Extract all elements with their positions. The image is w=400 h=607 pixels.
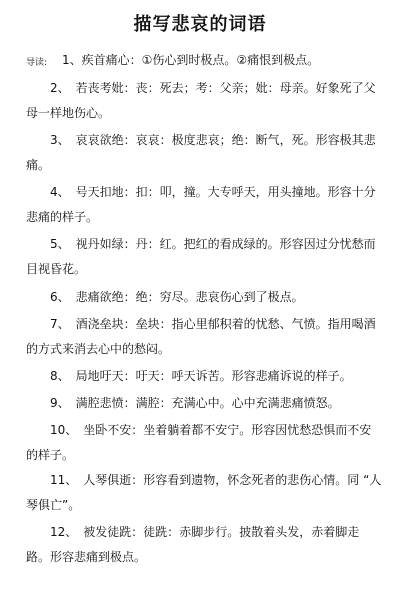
entry-number: 2、: [50, 81, 70, 95]
entry-text: 酒浇垒块：垒块：指心里郁积着的忧愁、气愤。指用喝酒的方式来消去心中的愁闷。: [26, 317, 376, 356]
entry-text: 坐卧不安：坐着躺着都不安宁。形容因忧愁恐惧而不安的样子。: [26, 423, 372, 462]
entry-4: [26, 180, 382, 230]
entry-text: 局地吁天：吁天：呼天诉苦。形容悲痛诉说的样子。: [75, 369, 352, 383]
entry-text: 号天扣地：扣：叩，撞。大专呼天，用头撞地。形容十分悲痛的样子。: [26, 185, 376, 224]
entry-number: 4、: [50, 185, 70, 199]
entry-number: 10、: [50, 423, 78, 437]
entry-2: [26, 76, 382, 126]
entry-10: [26, 418, 382, 468]
entry-number: 6、: [50, 290, 70, 304]
entry-number: 11、: [50, 473, 78, 487]
entry-number: 8、: [50, 369, 70, 383]
entry-3: [26, 128, 382, 178]
entry-text: 悲痛欲绝：绝：穷尽。悲哀伤心到了极点。: [75, 290, 304, 304]
entry-text: 哀哀欲绝：哀哀：极度悲哀；绝：断气，死。形容极其悲痛。: [26, 133, 376, 172]
entry-text: 疾首痛心：①伤心到时极点。②痛恨到极点。: [81, 53, 320, 67]
entry-7: [26, 312, 382, 362]
entry-8: [26, 364, 382, 389]
entry-text: 满腔悲愤：满腔：充满心中。心中充满悲痛愤怒。: [75, 396, 340, 410]
entry-text: 被发徒跣：徒跣：赤脚步行。披散着头发，赤着脚走路。形容悲痛到极点。: [26, 525, 360, 564]
entry-text: 人琴俱逝：形容看到遗物，怀念死者的悲伤心情。同 “人琴俱亡”。: [26, 473, 382, 512]
page-title: 描写悲哀的词语: [133, 14, 267, 35]
entry-number: 3、: [50, 133, 70, 147]
intro-label: 导读:: [26, 58, 48, 68]
entry-number: 9、: [50, 396, 70, 410]
entry-number: 7、: [50, 317, 70, 331]
entry-6: [26, 285, 382, 310]
entry-number: 5、: [50, 237, 70, 251]
entry-text: 视丹如绿：丹：红。把红的看成绿的。形容因过分忧愁而目视昏花。: [26, 237, 376, 276]
entry-5: [26, 232, 382, 282]
entry-9: [26, 391, 382, 416]
entry-text: 若丧考妣：丧：死去；考：父亲；妣：母亲。好象死了父母一样地伤心。: [26, 81, 376, 120]
entry-number: 12、: [50, 525, 78, 539]
entry-12: [26, 520, 382, 570]
entry-11: [26, 468, 382, 518]
entry-1: [62, 48, 382, 73]
entry-number: 1、: [62, 53, 82, 67]
